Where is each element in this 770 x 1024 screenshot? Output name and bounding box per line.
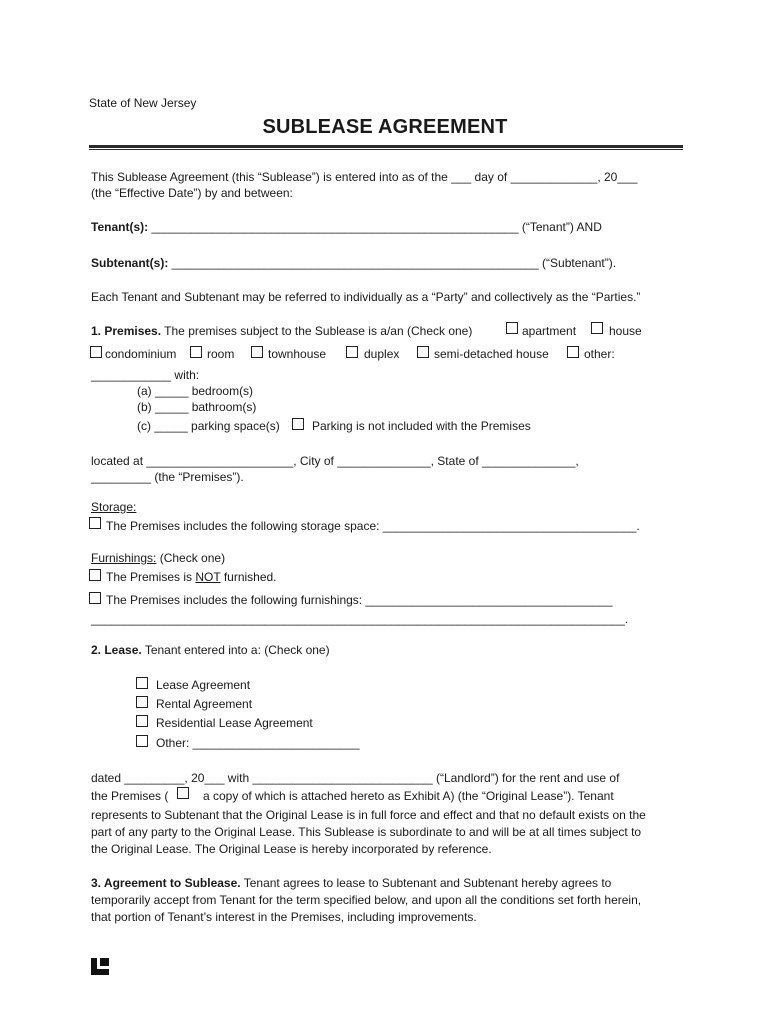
premises-intro-text: The premises subject to the Sublease is a/an (Check one) (161, 324, 473, 338)
label-residential-lease: Residential Lease Agreement (156, 716, 313, 730)
label-duplex: duplex (364, 347, 400, 361)
agreement-l1: Tenant agrees to lease to Subtenant and Subtenant hereby agrees to (240, 876, 612, 890)
tenant-label: Tenant(s): (91, 220, 149, 234)
tenant-field[interactable]: _______________________________________________________ (“Tenant”) AND (148, 220, 602, 234)
tenant-line (91, 220, 602, 234)
agreement-heading: 3. Agreement to Sublease. (91, 876, 241, 890)
party-note: Each Tenant and Subtenant may be referred to individually as a “Party” and collectively as the “Parties.” (91, 290, 641, 304)
lease-para-3: represents to Subtenant that the Original Lease is in full force and effect and that no default exists on the (91, 808, 646, 822)
checkbox-house[interactable] (591, 322, 603, 334)
checkbox-townhouse[interactable] (251, 346, 263, 358)
premises-intro (91, 324, 472, 338)
checkbox-semi-detached[interactable] (417, 346, 429, 358)
subtenant-line (91, 256, 616, 270)
checkbox-furnished[interactable] (89, 592, 101, 604)
lease-intro-text: Tenant entered into a: (Check one) (141, 643, 330, 657)
label-other-lease: Other: _________________________ (156, 736, 360, 750)
checkbox-duplex[interactable] (346, 346, 358, 358)
lease-intro (91, 643, 330, 657)
state-label: State of New Jersey (89, 96, 197, 110)
storage-line: The Premises includes the following storage space: ______________________________________. (106, 519, 640, 533)
parking-line: (c) _____ parking space(s) (137, 419, 280, 433)
furnishings-check-one: (Check one) (156, 551, 226, 565)
checkbox-other[interactable] (567, 346, 579, 358)
lease-para-1: dated _________, 20___ with ___________________________ (“Landlord”) for the rent and use of (91, 771, 620, 785)
brand-logo-icon (91, 958, 109, 975)
label-room: room (207, 347, 235, 361)
label-semi-detached: semi-detached house (434, 347, 549, 361)
checkbox-lease-agreement[interactable] (136, 677, 148, 689)
label-lease-agreement: Lease Agreement (156, 678, 251, 692)
furnishings-includes-line: The Premises includes the following furnishings: _____________________________________ (106, 593, 613, 607)
checkbox-parking-none[interactable] (292, 418, 304, 430)
bathrooms-line: (b) _____ bathroom(s) (137, 400, 257, 414)
furnishings-heading (91, 551, 225, 565)
label-condominium: condominium (105, 347, 177, 361)
checkbox-room[interactable] (190, 346, 202, 358)
title-rule-thin (89, 149, 683, 150)
agreement-line-1 (91, 876, 611, 890)
intro-line-1: This Sublease Agreement (this “Sublease”) is entered into as of the ___ day of _____________, 20___ (91, 170, 638, 184)
located-line: located at ______________________, City of ______________, State of ______________, (91, 454, 579, 468)
label-apartment: apartment (522, 324, 577, 338)
document-title: SUBLEASE AGREEMENT (262, 116, 508, 138)
parking-none-label: Parking is not included with the Premises (312, 419, 531, 433)
lease-para-2a: the Premises ( (91, 789, 169, 803)
checkbox-rental-agreement[interactable] (136, 696, 148, 708)
lease-para-4: part of any party to the Original Lease. This Sublease is subordinate to and will be at all times subject to (91, 825, 642, 839)
furnishings-cont-line: ________________________________________________________________________________. (91, 612, 629, 626)
bedrooms-line: (a) _____ bedroom(s) (137, 384, 254, 398)
subtenant-label: Subtenant(s): (91, 256, 169, 270)
furnishings-heading-text: Furnishings: (91, 551, 157, 565)
subtenant-field[interactable]: _______________________________________________________ (“Subtenant”). (168, 256, 617, 270)
agreement-line-2: temporarily accept from Tenant for the term specified below, and upon all the conditions set forth herein, (91, 893, 642, 907)
checkbox-apartment[interactable] (506, 322, 518, 334)
lease-heading: 2. Lease. (91, 643, 142, 657)
not-word: NOT (195, 570, 221, 584)
checkbox-storage[interactable] (89, 517, 101, 529)
storage-heading-text: Storage: (91, 500, 137, 514)
agreement-line-3: that portion of Tenant’s interest in the Premises, including improvements. (91, 910, 477, 924)
label-townhouse: townhouse (268, 347, 327, 361)
checkbox-other-lease[interactable] (136, 735, 148, 747)
checkbox-exhibit-a[interactable] (177, 787, 189, 799)
checkbox-condominium[interactable] (90, 346, 102, 358)
premises-def-line: _________ (the “Premises”). (91, 470, 244, 484)
storage-heading (91, 500, 136, 514)
lease-para-5: the Original Lease. The Original Lease is hereby incorporated by reference. (91, 842, 492, 856)
not-furnished-pre: The Premises is (106, 570, 196, 584)
premises-heading: 1. Premises. (91, 324, 162, 338)
not-furnished-post: furnished. (220, 570, 277, 584)
lease-para-2b: a copy of which is attached hereto as Exhibit A) (the “Original Lease”). Tenant (203, 789, 614, 803)
checkbox-residential-lease[interactable] (136, 715, 148, 727)
not-furnished-line (106, 570, 277, 584)
title-rule (89, 145, 683, 148)
intro-line-2: (the “Effective Date”) by and between: (91, 186, 293, 200)
label-rental-agreement: Rental Agreement (156, 697, 253, 711)
label-house: house (609, 324, 642, 338)
checkbox-not-furnished[interactable] (89, 569, 101, 581)
label-other: other: (584, 347, 615, 361)
with-line: ____________ with: (91, 368, 200, 382)
